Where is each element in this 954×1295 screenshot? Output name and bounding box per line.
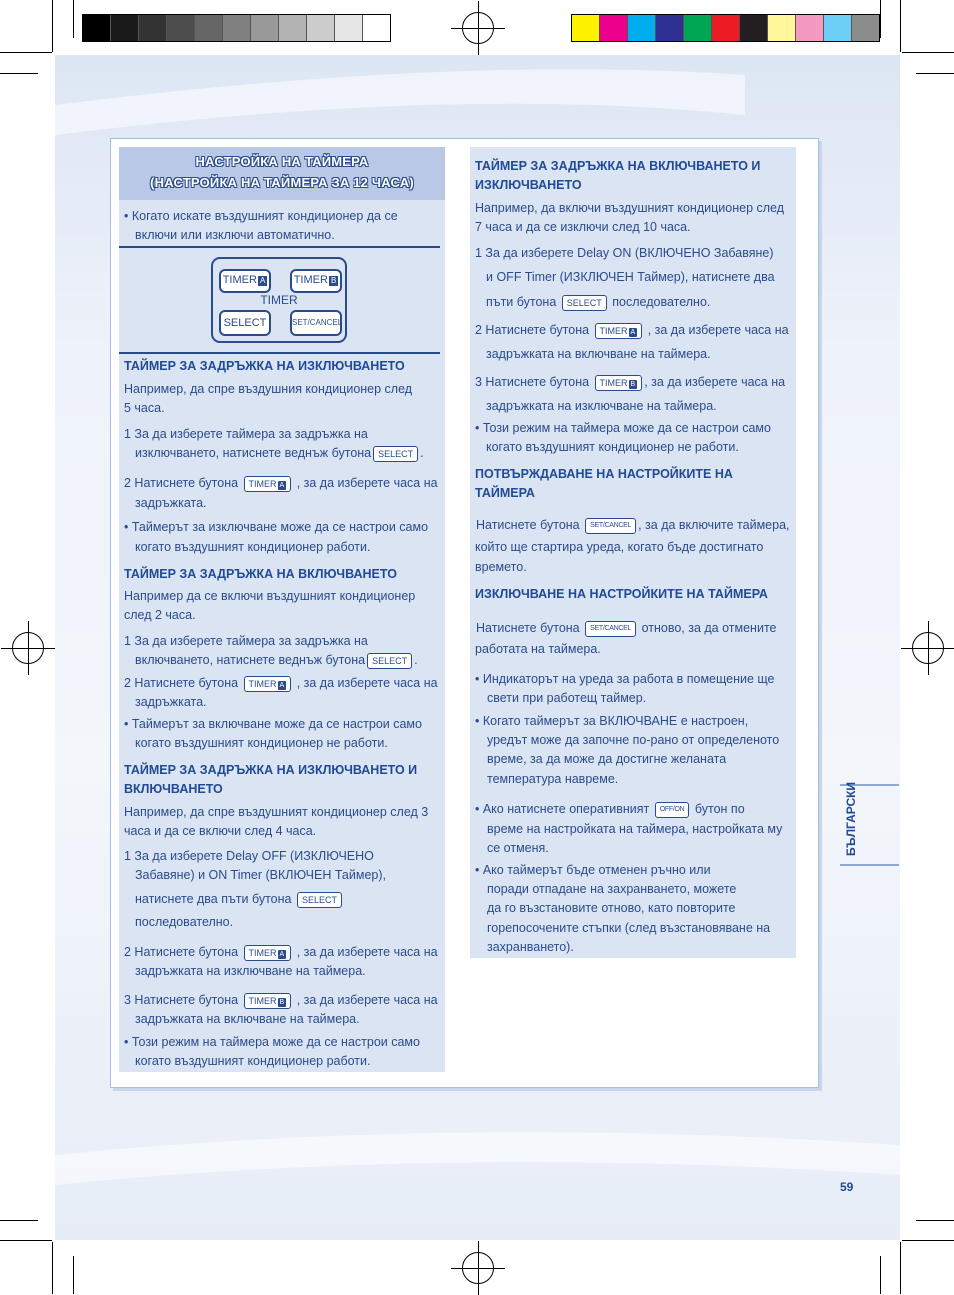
page-number: 59: [840, 1180, 854, 1194]
process-color-bar: [571, 14, 880, 42]
set-cancel-button-icon: SET/CANCEL: [585, 621, 636, 637]
step-text: изключването, натиснете веднъж бутона SELECT .: [135, 446, 424, 460]
paragraph: който ще стартира уреда, когато бъде достигнато: [475, 540, 764, 554]
paragraph: Например, да спре въздушният кондиционер след 3: [124, 805, 429, 819]
remote-control-illustration: [211, 257, 347, 343]
paragraph: Например, да включи въздушният кондиционер след: [475, 201, 785, 215]
step-text: задръжката.: [135, 695, 207, 709]
timer-b-button-icon: TIMER B: [244, 993, 292, 1009]
heading-off-delay: ТАЙМЕР ЗА ЗАДРЪЖКА НА ИЗКЛЮЧВАНЕТО: [124, 359, 405, 373]
section-subtitle: (НАСТРОЙКА НА ТАЙМЕРА ЗА 12 ЧАСА): [150, 175, 414, 190]
select-button: SELECT: [219, 310, 271, 336]
registration-mark-left: [12, 632, 44, 664]
set-cancel-button-icon: SET/CANCEL: [585, 518, 636, 534]
step-text: задръжката.: [135, 496, 207, 510]
select-button-icon: SELECT: [367, 653, 412, 669]
select-button-icon: SELECT: [297, 892, 342, 908]
crop-mark: [902, 1240, 954, 1241]
paragraph: работата на таймера.: [475, 642, 601, 656]
language-label: БЪЛГАРСКИ: [844, 781, 858, 856]
paragraph: 7 часа и да се изключи след 10 часа.: [475, 220, 691, 234]
step-text: 3 Натиснете бутона TIMER B , за да изберете часа на: [124, 993, 438, 1007]
crop-mark: [73, 1256, 74, 1294]
paragraph: часа и да се включи след 4 часа.: [124, 824, 317, 838]
heading-off-on-delay: ВКЛЮЧВАНЕТО: [124, 782, 223, 796]
note-text: • Ако таймерът бъде отменен ръчно или: [475, 863, 711, 877]
grayscale-color-bar: [82, 14, 391, 42]
select-button-icon: SELECT: [373, 446, 418, 462]
step-text: 1 За да изберете таймера за задръжка на: [124, 634, 368, 648]
step-text: 1 За да изберете Delay OFF (ИЗКЛЮЧЕНО: [124, 849, 374, 863]
step-text: пъти бутона SELECT последователно.: [486, 295, 711, 309]
step-text: 2 Натиснете бутона TIMER A , за да изберете часа на: [475, 323, 789, 337]
divider: [119, 352, 440, 354]
step-text: Забавяне) и ON Timer (ВКЛЮЧЕН Таймер),: [135, 868, 386, 882]
timer-a-button-icon: TIMER A: [244, 676, 292, 692]
crop-mark: [73, 0, 74, 38]
registration-mark-right: [912, 632, 944, 664]
timer-a-button-icon: TIMER A: [595, 323, 643, 339]
crop-mark: [902, 52, 954, 53]
step-text: задръжката на включване на таймера.: [486, 347, 711, 361]
note-text: когато въздушният кондиционер не работи.: [486, 440, 739, 454]
timer-b-button-icon: TIMER B: [595, 375, 643, 391]
timer-a-button: TIMER A: [219, 269, 271, 293]
paragraph: след 2 часа.: [124, 608, 196, 622]
section-title-box: [119, 147, 445, 200]
note-text: захранването).: [487, 940, 574, 954]
step-text: задръжката на включване на таймера.: [135, 1012, 360, 1026]
note-text: когато въздушният кондиционер не работи.: [135, 736, 388, 750]
step-text: 3 Натиснете бутона TIMER B , за да изберете часа на: [475, 375, 786, 389]
crop-mark: [900, 1242, 901, 1294]
heading-off-on-delay: ТАЙМЕР ЗА ЗАДРЪЖКА НА ИЗКЛЮЧВАНЕТО И: [124, 763, 418, 777]
crop-mark: [900, 0, 901, 52]
heading-confirm-settings: ПОТВЪРЖДАВАНЕ НА НАСТРОЙКИТЕ НА: [475, 467, 733, 481]
section-title: НАСТРОЙКА НА ТАЙМЕРА: [195, 154, 369, 169]
note-text: свети при работещ таймер.: [487, 691, 647, 705]
paragraph: Натиснете бутона SET/CANCEL отново, за да отмените: [476, 621, 777, 635]
step-text: натиснете два пъти бутона SELECT: [135, 890, 344, 909]
intro-text: включи или изключи автоматично.: [135, 228, 335, 242]
step-text: 1 За да изберете Delay ON (ВКЛЮЧЕНО Забавяне): [475, 246, 774, 260]
note-text: време на настройката на таймера, настройката му: [487, 822, 783, 836]
crop-mark: [52, 0, 53, 52]
heading-confirm-settings: ТАЙМЕРА: [475, 486, 535, 500]
heading-cancel-settings: ИЗКЛЮЧВАНЕ НА НАСТРОЙКИТЕ НА ТАЙМЕРА: [475, 587, 768, 601]
step-text: задръжката на изключване на таймера.: [486, 399, 717, 413]
note-text: • Таймерът за включване може да се настрои само: [124, 717, 422, 731]
crop-mark: [0, 1240, 52, 1241]
note-text: • Индикаторът на уреда за работа в помещение ще: [475, 672, 775, 686]
step-text: 2 Натиснете бутона TIMER A , за да изберете часа на: [124, 676, 438, 690]
crop-mark: [0, 52, 52, 53]
select-button-icon: SELECT: [562, 295, 607, 311]
heading-on-delay: ТАЙМЕР ЗА ЗАДРЪЖКА НА ВКЛЮЧВАНЕТО: [124, 567, 397, 581]
note-text: когато въздушният кондиционер работи.: [135, 540, 371, 554]
note-text: • Този режим на таймера може да се настрои само: [124, 1035, 420, 1049]
crop-mark: [52, 1242, 53, 1294]
off-on-button-icon: OFF/ON: [655, 802, 690, 818]
timer-a-button-icon: TIMER A: [244, 945, 292, 961]
timer-a-button-icon: TIMER A: [244, 476, 292, 492]
note-text: • Този режим на таймера може да се настрои само: [475, 421, 771, 435]
crop-mark: [0, 73, 38, 74]
crop-mark: [880, 1256, 881, 1294]
heading-on-off-delay: ИЗКЛЮЧВАНЕТО: [475, 178, 582, 192]
heading-on-off-delay: ТАЙМЕР ЗА ЗАДРЪЖКА НА ВКЛЮЧВАНЕТО И: [475, 159, 761, 173]
paragraph: 5 часа.: [124, 401, 165, 415]
step-text: 2 Натиснете бутона TIMER A , за да изберете часа на: [124, 945, 438, 959]
step-text: задръжката на изключване на таймера.: [135, 964, 366, 978]
crop-mark: [916, 73, 954, 74]
intro-text: • Когато искате въздушният кондиционер да се: [124, 209, 398, 223]
timer-label: TIMER: [260, 293, 298, 307]
step-text: и OFF Timer (ИЗКЛЮЧЕН Таймер), натиснете два: [486, 270, 775, 284]
note-text: време, за да може да достигне желаната: [487, 752, 727, 766]
note-text: температура навреме.: [487, 772, 619, 786]
divider: [119, 246, 440, 248]
note-text: • Ако натиснете оперативният OFF/ON бутон по: [475, 802, 745, 816]
step-text: последователно.: [135, 915, 234, 929]
note-text: • Когато таймерът за ВКЛЮЧВАНЕ е настроен,: [475, 714, 749, 728]
crop-mark: [0, 1220, 38, 1221]
paragraph: времето.: [475, 560, 527, 574]
set-cancel-button: SET/CANCEL: [290, 310, 342, 336]
step-text: включването, натиснете веднъж бутона SELECT .: [135, 653, 418, 667]
registration-mark-top: [462, 12, 494, 44]
step-text: 1 За да изберете таймера за задръжка на: [124, 427, 368, 441]
paragraph: Натиснете бутона SET/CANCEL , за да включите таймера,: [476, 518, 790, 532]
note-text: горепосочените стъпки (след възстановяване на: [487, 921, 771, 935]
note-text: • Таймерът за изключване може да се настрои само: [124, 520, 429, 534]
note-text: се отменя.: [487, 841, 549, 855]
note-text: когато въздушният кондиционер работи.: [135, 1054, 371, 1068]
note-text: поради отпадане на захранването, можете: [487, 882, 737, 896]
registration-mark-bottom: [462, 1252, 494, 1284]
paragraph: Например да се включи въздушният кондиционер: [124, 589, 416, 603]
note-text: уредът може да започне по-рано от определеното: [487, 733, 780, 747]
timer-b-button: TIMER B: [290, 269, 342, 293]
crop-mark: [880, 0, 881, 38]
language-tab: [840, 781, 899, 866]
note-text: да го възстановите отново, като повторите: [487, 901, 736, 915]
paragraph: Например, да спре въздушния кондиционер след: [124, 382, 413, 396]
step-text: 2 Натиснете бутона TIMER A , за да изберете часа на: [124, 476, 438, 490]
crop-mark: [916, 1220, 954, 1221]
